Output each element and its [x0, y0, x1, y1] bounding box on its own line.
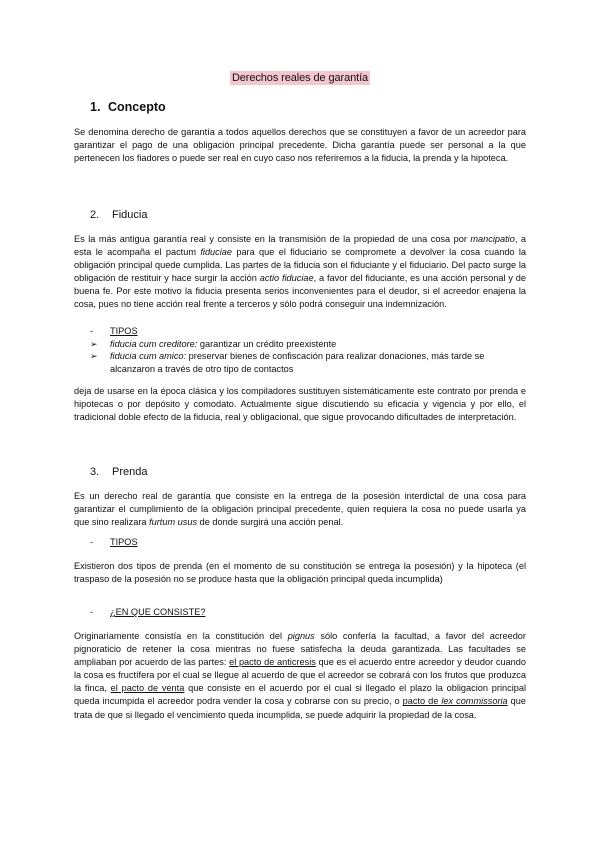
bullet-term: fiducia cum amico:	[110, 351, 187, 361]
text-run: sólo confería la facultad, a favor del acreedor pignoraticio de retener la cosa mientras no fuese satisfecha la deuda garantizada. Las facultades se ampliaban por acuerdo de las partes:	[74, 631, 526, 668]
section-3-number: 3.	[90, 466, 100, 478]
section-2-number: 2.	[90, 209, 100, 221]
section-2-heading	[90, 209, 147, 221]
text-run: Es la más antigua garantía real y consiste en la transmisión de la propiedad de una cosa por	[74, 234, 471, 244]
bullet-term: fiducia cum creditore:	[110, 339, 198, 349]
text-run: pacto de	[402, 696, 442, 707]
text-run: que consiste en el acuerdo por el cual si llegado el plazo la obligacion principal queda incumpida el acreedor podra vender la cosa y cobrarse con su precio, o	[74, 683, 526, 707]
text-run: para que el fiduciario se compromete a devolver la cosa cuando la obligación principal quede cumplida. Las partes de la fiducia son el fiduciante y el fiduciario. Del pacto surge la obligación de restituir y hace surgir la acción	[74, 247, 527, 284]
underlined-term-anticresis: el pacto de anticresis	[229, 657, 316, 668]
bullet-text	[110, 350, 526, 375]
text-run: que trata de que si llegado el vencimiento queda incumplida, se puede adquirir la propiedad de la cosa.	[74, 696, 526, 720]
bullet-text	[110, 338, 526, 351]
tipos-label: TIPOS	[110, 537, 138, 547]
italic-term-fiduciae: fiduciae	[200, 247, 233, 258]
text-run: que es el acuerdo entre acreedor y deudor cuando la cosa es fructífera por el cual se llegue al acuerdo de que el acreedor se cobrará con los frutos que produzca la finca,	[74, 657, 526, 694]
section-3-heading	[90, 466, 147, 478]
section-2-title: Fiducia	[112, 209, 148, 221]
text-run: Es un derecho real de garantía que consiste en la entrega de la posesión interdictal de una cosa para garantizar el cumplimiento de la obligación principal precedente, quien requiera la cosa no puede usarla ya que sino realizara	[74, 491, 526, 528]
bullet-fiducia-cum-amico	[90, 350, 526, 375]
arrow-bullet-icon: ➢	[90, 339, 98, 349]
italic-term-actio-fiduciae: actio fiduciae	[259, 273, 314, 284]
section-3-paragraph-3	[74, 630, 526, 722]
tipos-label: TIPOS	[110, 326, 138, 336]
fiducia-tipos-item	[90, 326, 138, 336]
bullet-description: preservar bienes de confiscación para realizar donaciones, más tarde se alcanzaron a través de otro tipo de contactos	[110, 351, 485, 374]
text-run: , a esta le acompaña el pactum	[74, 234, 526, 258]
text-run: de donde surgirá una acción penal.	[197, 517, 344, 528]
title-container	[0, 68, 600, 86]
dash-marker: -	[90, 607, 94, 617]
prenda-tipos-item	[90, 537, 138, 547]
section-2-paragraph-1	[74, 233, 526, 312]
dash-marker: -	[90, 326, 94, 336]
section-1-heading	[90, 100, 166, 114]
bullet-description: garantizar un crédito preexistente	[197, 339, 337, 349]
section-2-paragraph-2: deja de usarse en la época clásica y los compiladores sustituyen sistemáticamente este contrato por prenda e hipotecas o por depósito y comodato. Actualmente sigue discutiendo su eficacia y vigencia y por ello, el tradicional doble efecto de la fiducia, real y obligacional, que sigue provocando dificultades de interpretación.	[74, 386, 526, 423]
consiste-label: ¿EN QUE CONSISTE?	[110, 607, 206, 617]
section-3-paragraph-1	[74, 490, 526, 529]
text-run: Originariamente consistía en la constitución del	[74, 631, 288, 641]
italic-term-furtum-usus: furtum usus	[149, 517, 198, 528]
section-3-title: Prenda	[112, 466, 148, 478]
italic-term-mancipatio: mancipatio	[470, 234, 515, 244]
underlined-term-pacto-venta: el pacto de venta	[110, 683, 185, 694]
section-1-number: 1.	[90, 100, 101, 114]
underlined-term-lex-commissoria	[403, 696, 508, 706]
prenda-consiste-item	[90, 607, 205, 617]
text-run: , a favor del fiduciante, es una acción personal y de buena fe. Por este motivo la fiducia presenta serios inconvenientes para el deudor, si el acreedor enajena la cosa, pues no tiene acción real frente a terceros y sólo podrá conseguir una indemnización.	[74, 273, 526, 310]
dash-marker: -	[90, 537, 94, 547]
document-title: Derechos reales de garantía	[231, 72, 369, 84]
arrow-bullet-icon: ➢	[90, 351, 98, 361]
italic-term-pignus: pignus	[287, 631, 315, 641]
italic-term: lex commissoria	[441, 696, 508, 707]
section-1-paragraph: Se denomina derecho de garantía a todos aquellos derechos que se constituyen a favor de un acreedor para garantizar el pago de una obligación principal precedente. Dicha garantía puede ser personal a la que pertenecen los fiadores o puede ser real en cuyo caso nos referiremos a la fiducia, la prenda y la hipoteca.	[74, 127, 526, 164]
bullet-fiducia-cum-creditore	[90, 338, 526, 351]
section-3-paragraph-2: Existieron dos tipos de prenda (en el momento de su constitución se entrega la posesión) y la hipoteca (el traspaso de la posesión no se produce hasta que la obligación principal queda incumplida)	[74, 561, 526, 585]
section-1-title: Concepto	[108, 100, 166, 114]
